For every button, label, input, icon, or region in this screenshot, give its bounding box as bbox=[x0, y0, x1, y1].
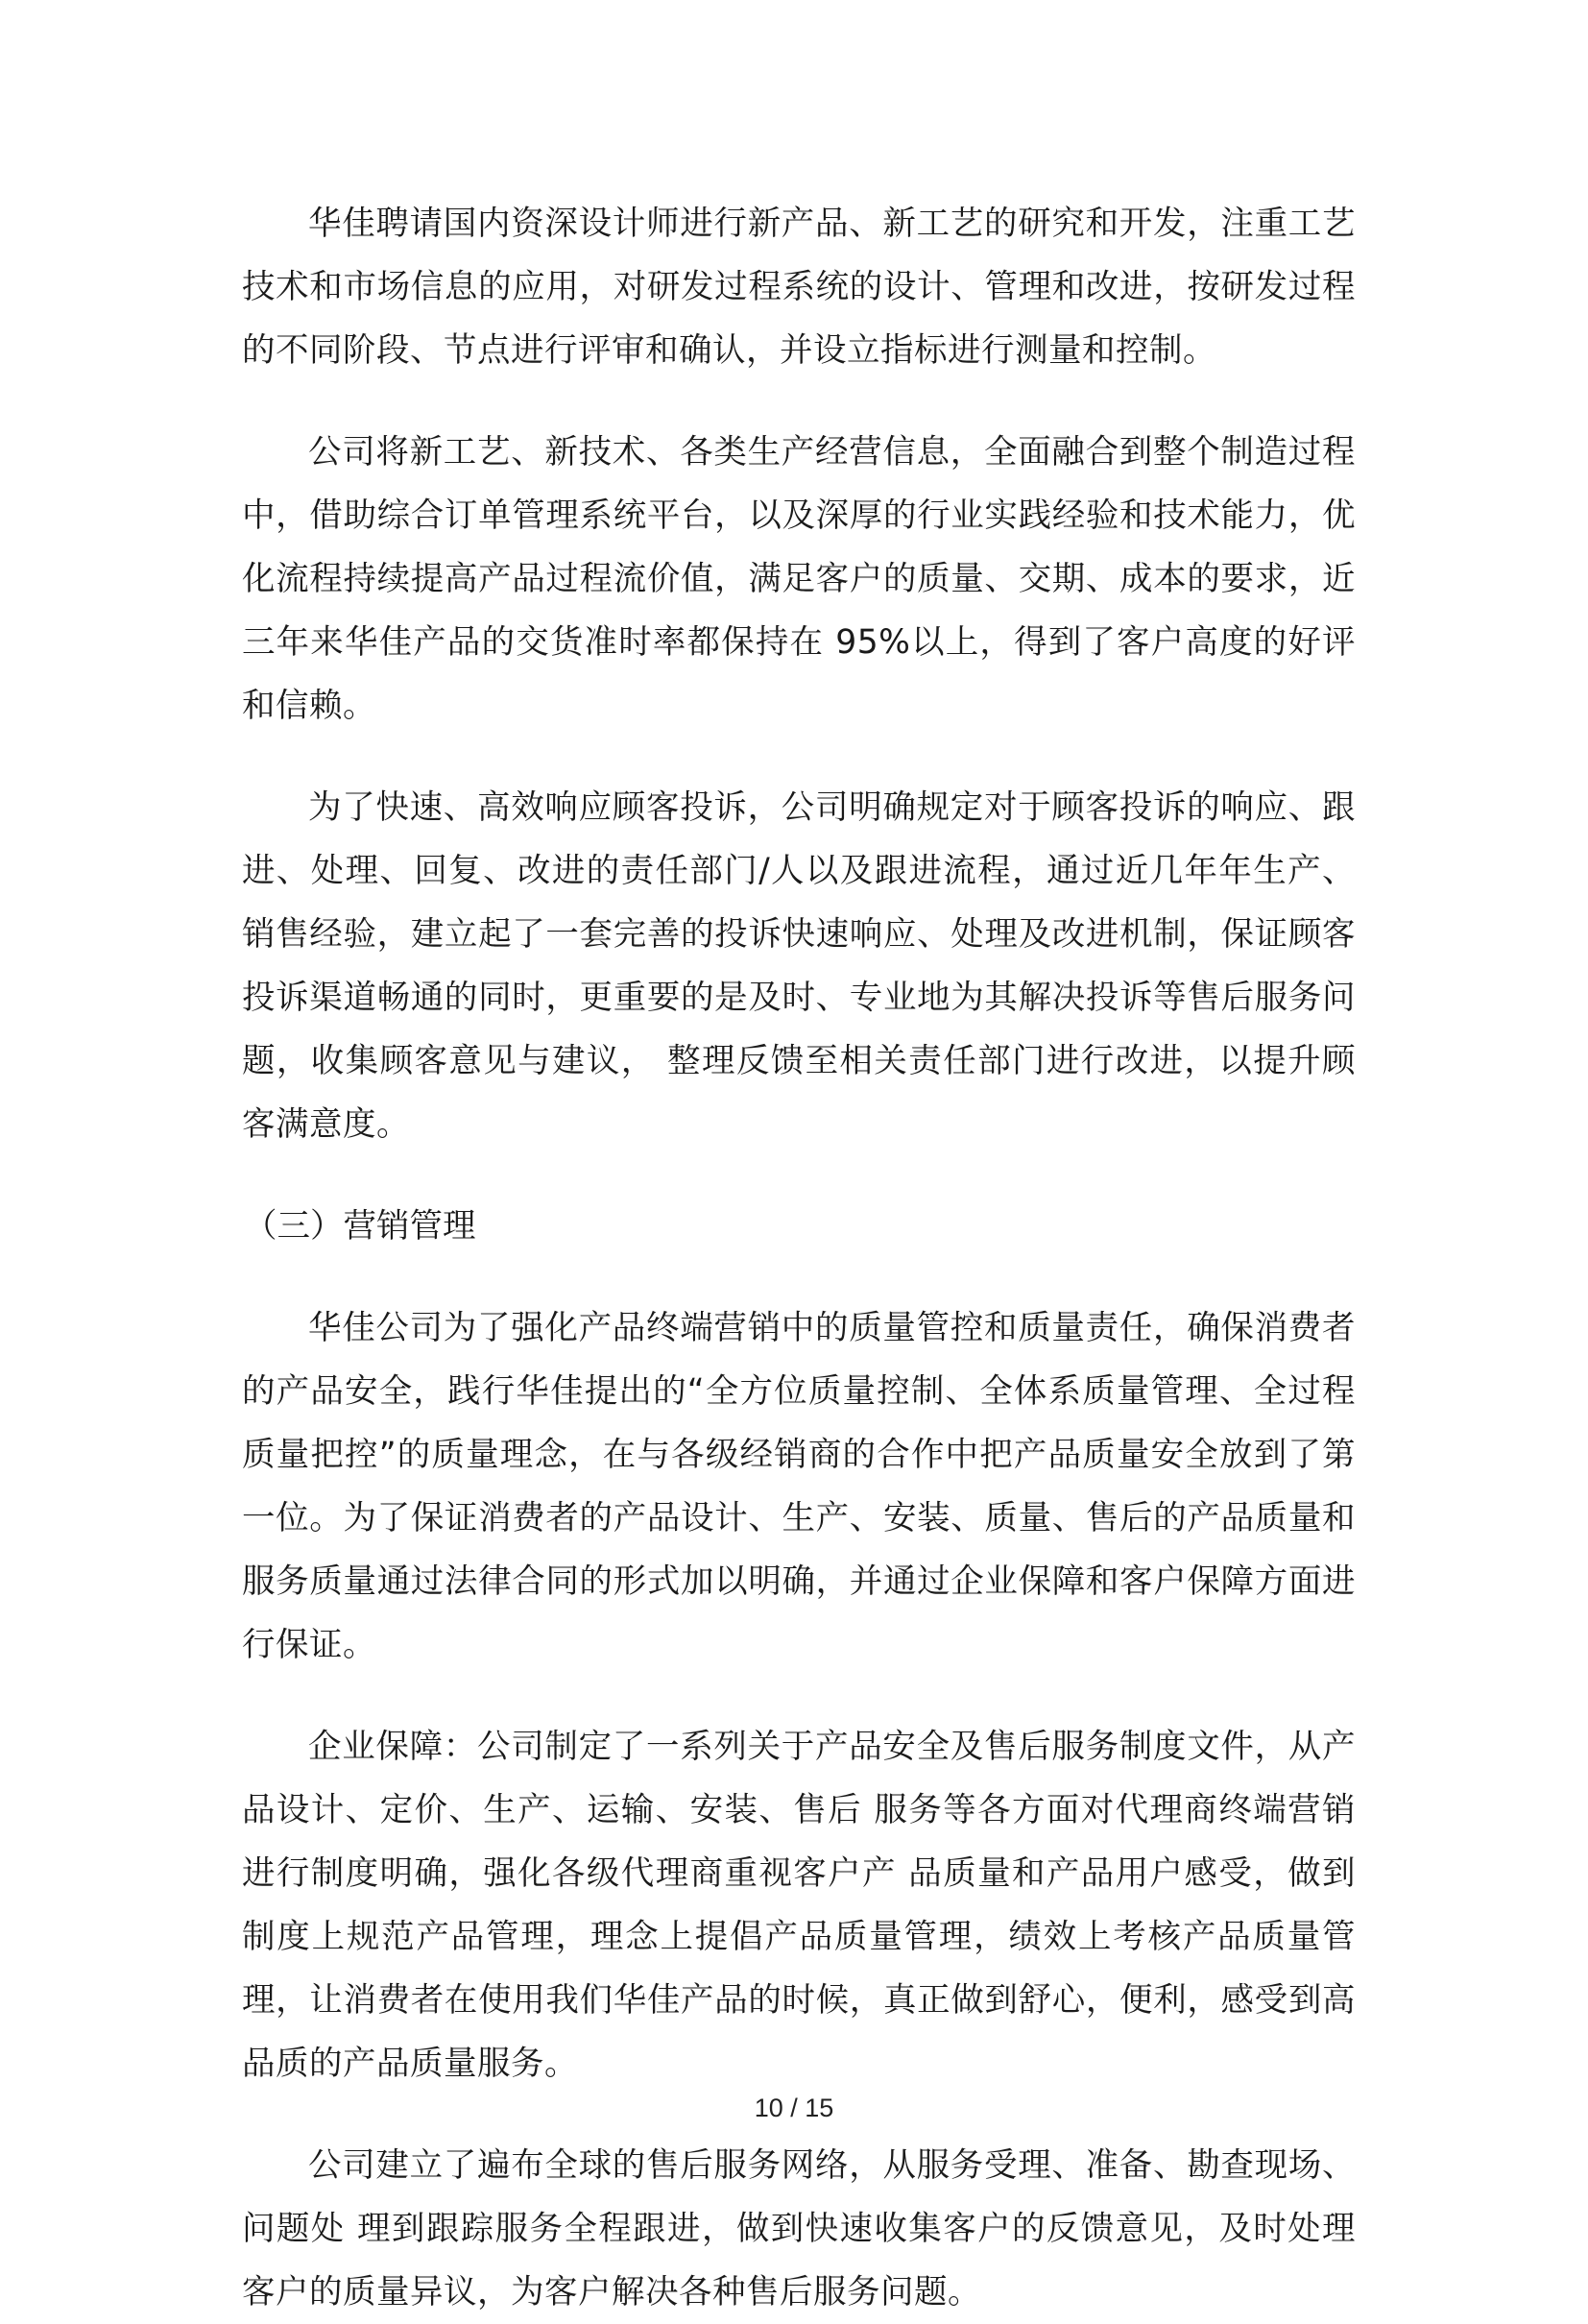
document-body bbox=[242, 192, 1356, 2324]
page-number: 10 / 15 bbox=[754, 2094, 834, 2122]
paragraph-marketing-quality: 华佳公司为了强化产品终端营销中的质量管控和质量责任，确保消费者的产品安全，践行华佳提出的“全方位质量控制、全体系质量管理、全过程质量把控”的质量理念，在与各级经销商的合作中把产品质量安全放到了第一位。为了保证消费者的产品设计、生产、安装、质量、售后的产品质量和 服务质量通过法律合同的形式加以明确，并通过企业保障和客户保障方面进行保证。 bbox=[242, 1309, 1356, 1664]
paragraph-rd: 华佳聘请国内资深设计师进行新产品、新工艺的研究和开发，注重工艺技术和市场信息的应用，对研发过程系统的设计、管理和改进，按研发过程的不同阶段、节点进行评审和确认，并设立指标进行测量和控制。 bbox=[242, 205, 1356, 370]
section-heading-marketing: （三）营销管理 bbox=[244, 1207, 476, 1246]
paragraph-manufacturing: 公司将新工艺、新技术、各类生产经营信息，全面融合到整个制造过程中，借助综合订单管理系统平台，以及深厚的行业实践经验和技术能力，优化流程持续提高产品过程流价值，满足客户的质量、交期、成本的要求，近三年来华佳产品的交货准时率都保持在 95%以上，得到了客户高度的好评和信赖。 bbox=[242, 433, 1356, 725]
paragraph-complaints: 为了快速、高效响应顾客投诉，公司明确规定对于顾客投诉的响应、跟进、处理、回复、改进的责任部门/人以及跟进流程，通过近几年年生产、销售经验，建立起了一套完善的投诉快速响应、处理及改进机制，保证顾客投诉渠道畅通的同时，更重要的是及时、专业地为其解决投诉等售后服务问题，收集顾客意见与建议， 整理反馈至相关责任部门进行改进，以提升顾客满意度。 bbox=[242, 788, 1356, 1144]
paragraph-enterprise-guarantee: 企业保障：公司制定了一系列关于产品安全及售后服务制度文件，从产品设计、定价、生产、运输、安装、售后 服务等各方面对代理商终端营销进行制度明确，强化各级代理商重视客户产 品质量和产品用户感受，做到制度上规范产品管理，理念上提倡产品质量管理，绩效上考核产品质量管理，让消费者在使用我们华佳产品的时候，真正做到舒心，便利，感受到高品质的产品质量服务。 bbox=[242, 1728, 1356, 2083]
paragraph-service-network: 公司建立了遍布全球的售后服务网络，从服务受理、准备、勘查现场、问题处 理到跟踪服务全程跟进，做到快速收集客户的反馈意见，及时处理客户的质量异议，为客户解决各种售后服务问题。 bbox=[242, 2146, 1356, 2312]
